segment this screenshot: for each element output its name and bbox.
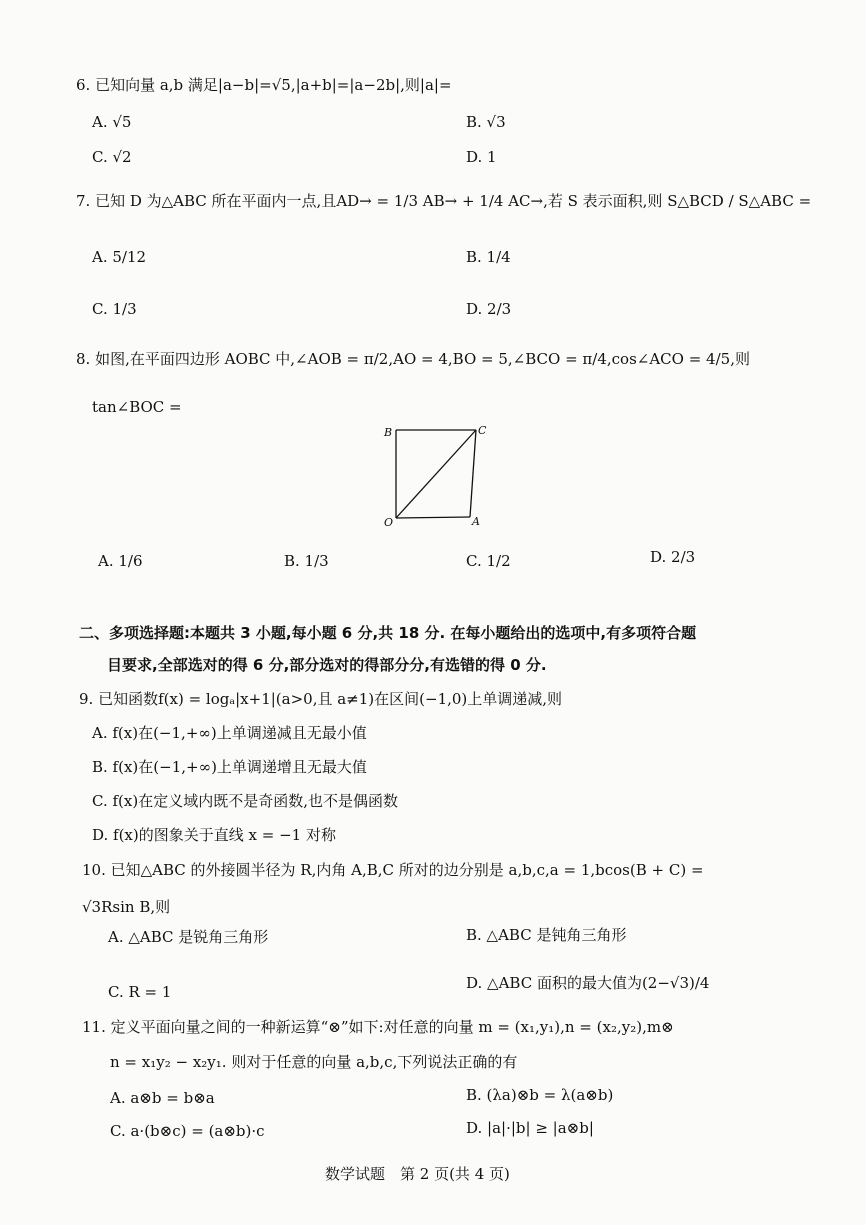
q10-option-d: D. △ABC 面积的最大值为(2−√3)/4 (466, 974, 710, 992)
q11-option-c: C. a·(b⊗c) = (a⊗b)·c (110, 1122, 265, 1140)
edge-ao (396, 517, 470, 518)
q8-option-c: C. 1/2 (466, 552, 511, 570)
q10-option-b: B. △ABC 是钝角三角形 (466, 926, 627, 944)
q8-option-a: A. 1/6 (98, 552, 143, 570)
q10-stem-continued: √3Rsin B,则 (82, 898, 171, 916)
q8-option-b: B. 1/3 (284, 552, 329, 570)
quadrilateral-figure (380, 418, 490, 532)
q9-option-b: B. f(x)在(−1,+∞)上单调递增且无最大值 (92, 758, 367, 776)
section2-line2: 目要求,全部选对的得 6 分,部分选对的得部分分,有选错的得 0 分. (107, 656, 547, 674)
edge-ca (470, 430, 476, 517)
label-o: O (384, 516, 394, 529)
q10-option-a: A. △ABC 是锐角三角形 (108, 928, 269, 946)
diagonal-oc (396, 430, 476, 518)
q6-option-a: A. √5 (92, 113, 132, 131)
page-footer: 数学试题 第 2 页(共 4 页) (325, 1165, 510, 1183)
label-a: A (472, 515, 480, 528)
q8-stem-continued: tan∠BOC = (92, 398, 182, 416)
q9-option-c: C. f(x)在定义域内既不是奇函数,也不是偶函数 (92, 792, 398, 810)
q9-option-a: A. f(x)在(−1,+∞)上单调递减且无最小值 (92, 724, 367, 742)
q9-stem: 9. 已知函数f(x) = logₐ|x+1|(a>0,且 a≠1)在区间(−1,0)上单调递减,则 (79, 690, 563, 708)
label-b: B (384, 426, 393, 439)
q11-stem: 11. 定义平面向量之间的一种新运算“⊗”如下:对任意的向量 m = (x₁,y₁),n = (x₂,y₂),m⊗ (82, 1018, 674, 1036)
q7-option-c: C. 1/3 (92, 300, 137, 318)
q6-option-b: B. √3 (466, 113, 506, 131)
q7-stem: 7. 已知 D 为△ABC 所在平面内一点,且AD→ = 1/3 AB→ + 1/4 AC→,若 S 表示面积,则 S△BCD / S△ABC = (76, 192, 812, 210)
q11-stem-continued: n = x₁y₂ − x₂y₁. 则对于任意的向量 a,b,c,下列说法正确的有 (110, 1053, 518, 1071)
q7-option-d: D. 2/3 (466, 300, 512, 318)
q10-option-c: C. R = 1 (108, 983, 172, 1001)
q11-option-d: D. |a|·|b| ≥ |a⊗b| (466, 1119, 594, 1137)
q11-option-b: B. (λa)⊗b = λ(a⊗b) (466, 1086, 614, 1104)
q8-option-d: D. 2/3 (650, 548, 696, 566)
q8-stem: 8. 如图,在平面四边形 AOBC 中,∠AOB = π/2,AO = 4,BO = 5,∠BCO = π/4,cos∠ACO = 4/5,则 (76, 350, 750, 368)
q6-option-d: D. 1 (466, 148, 497, 166)
label-c: C (478, 424, 487, 437)
q6-stem: 6. 已知向量 a,b 满足|a−b|=√5,|a+b|=|a−2b|,则|a|= (76, 76, 452, 94)
q10-stem: 10. 已知△ABC 的外接圆半径为 R,内角 A,B,C 所对的边分别是 a,b,c,a = 1,bcos(B + C) = (82, 861, 704, 879)
q11-option-a: A. a⊗b = b⊗a (110, 1089, 215, 1107)
q7-option-a: A. 5/12 (92, 248, 147, 266)
section2-line1: 二、多项选择题:本题共 3 小题,每小题 6 分,共 18 分. 在每小题给出的选项中,有多项符合题 (79, 624, 697, 642)
q9-option-d: D. f(x)的图象关于直线 x = −1 对称 (92, 826, 336, 844)
q7-option-b: B. 1/4 (466, 248, 511, 266)
q6-option-c: C. √2 (92, 148, 132, 166)
